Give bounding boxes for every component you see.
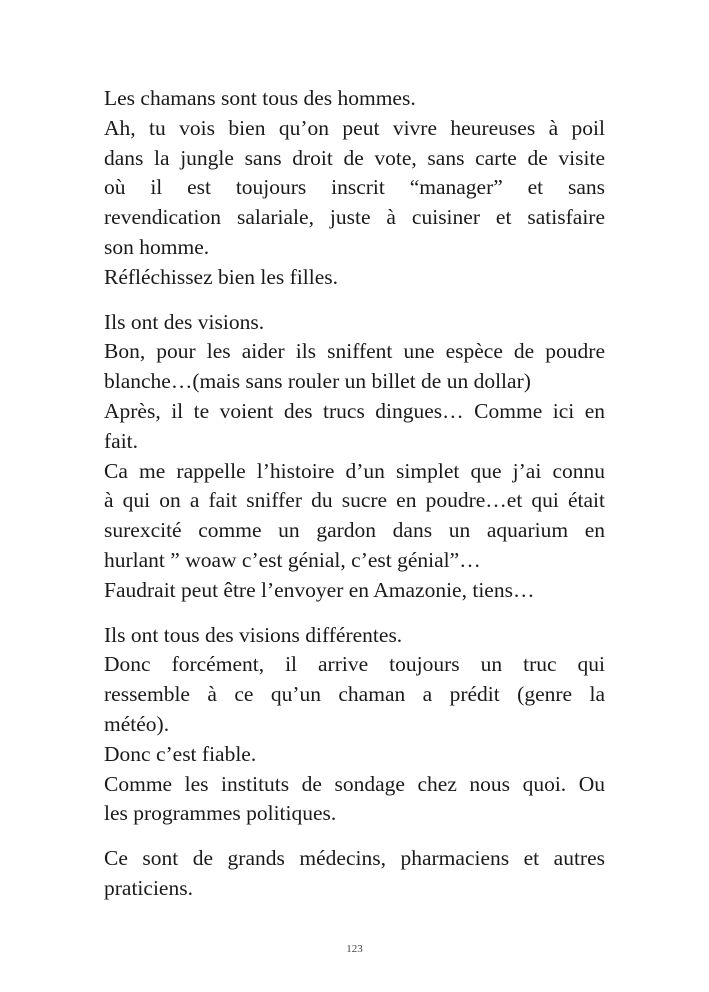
paragraph bbox=[104, 84, 605, 293]
page-number: 123 bbox=[346, 943, 363, 955]
text-line: Comme les instituts de sondage chez nous quoi. Ou bbox=[104, 771, 605, 796]
text-line: hurlant ” woaw c’est génial, c’est génial”… bbox=[104, 547, 481, 572]
text-line: Ah, tu vois bien qu’on peut vivre heureuses à poil bbox=[104, 115, 605, 140]
text-line: Bon, pour les aider ils sniffent une espèce de poudre bbox=[104, 339, 605, 364]
text-line: Après, il te voient des trucs dingues… Comme ici en bbox=[104, 398, 605, 423]
text-line: Ils ont des visions. bbox=[104, 309, 265, 334]
text-line: ressemble à ce qu’un chaman a prédit (genre la bbox=[104, 682, 605, 707]
paragraph bbox=[104, 308, 605, 606]
text-line: Donc forcément, il arrive toujours un truc qui bbox=[104, 652, 605, 677]
text-line: blanche…(mais sans rouler un billet de un dollar) bbox=[104, 369, 531, 394]
text-line: Ils ont tous des visions différentes. bbox=[104, 622, 403, 647]
text-line: son homme. bbox=[104, 234, 210, 259]
paragraph bbox=[104, 621, 605, 830]
text-line: fait. bbox=[104, 428, 139, 453]
paragraph bbox=[104, 844, 605, 904]
text-line: revendication salariale, juste à cuisiner et satisfaire bbox=[104, 205, 605, 230]
text-line: Ca me rappelle l’histoire d’un simplet que j’ai connu bbox=[104, 458, 605, 483]
text-line: Les chamans sont tous des hommes. bbox=[104, 86, 416, 110]
text-line: dans la jungle sans droit de vote, sans carte de visite bbox=[104, 145, 605, 170]
text-line: surexcité comme un gardon dans un aquarium en bbox=[104, 518, 605, 543]
text-line: à qui on a fait sniffer du sucre en poudre…et qui était bbox=[104, 488, 605, 513]
text-line: où il est toujours inscrit “manager” et sans bbox=[104, 175, 605, 200]
text-line: praticiens. bbox=[104, 875, 193, 900]
text-line: Faudrait peut être l’envoyer en Amazonie, tiens… bbox=[104, 577, 535, 602]
text-line: les programmes politiques. bbox=[104, 801, 337, 826]
text-line: météo). bbox=[104, 711, 170, 736]
text-line: Ce sont de grands médecins, pharmaciens et autres bbox=[104, 846, 605, 871]
text-line: Donc c’est fiable. bbox=[104, 741, 257, 766]
text-line: Réfléchissez bien les filles. bbox=[104, 264, 339, 289]
page-body bbox=[104, 84, 605, 919]
